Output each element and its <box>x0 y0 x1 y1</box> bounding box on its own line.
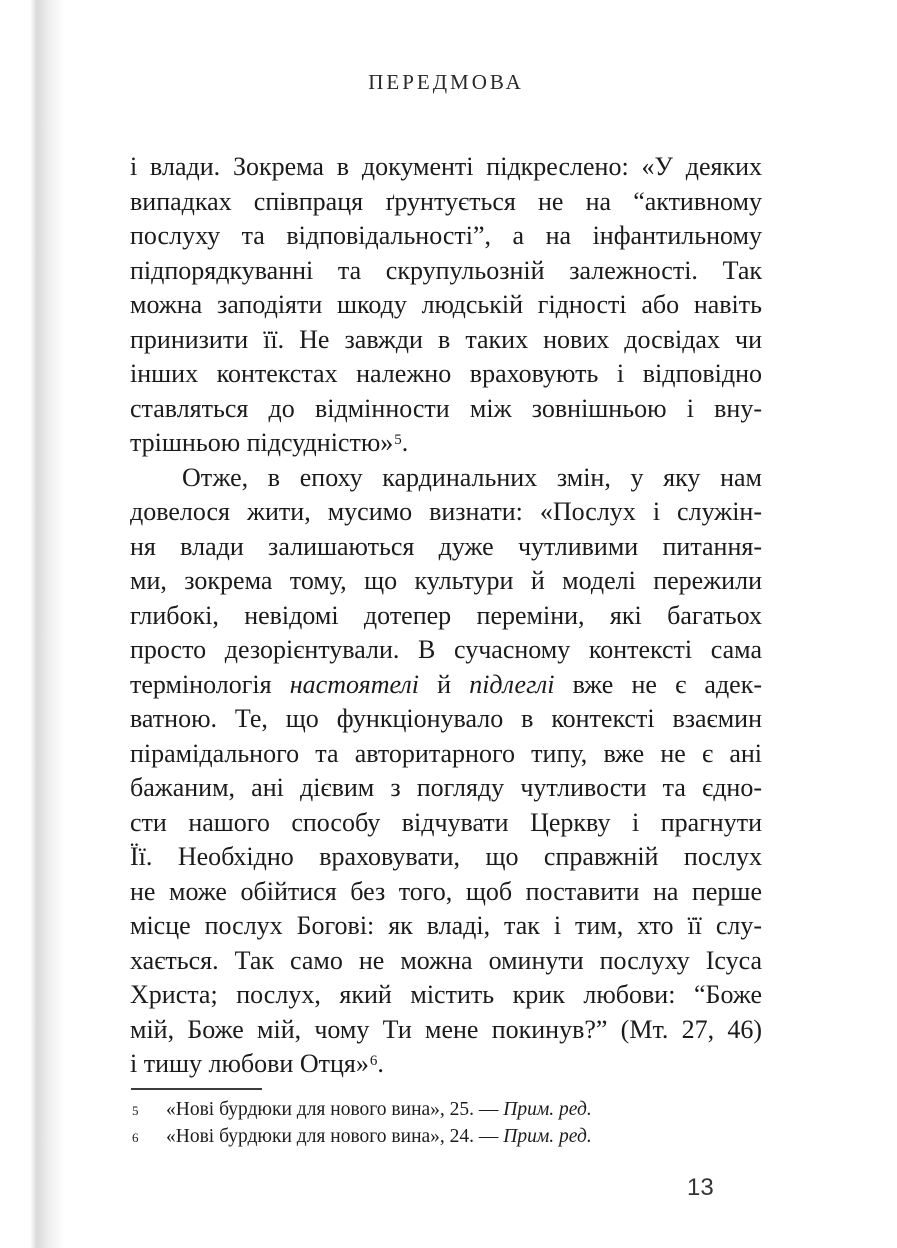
line-text: мій, Боже мій, чому Ти мене покинув?” (Мт. 27, 46) <box>130 1014 762 1044</box>
paragraph-2 <box>130 461 762 1082</box>
footnote-number: 6 <box>132 1129 139 1145</box>
line-text: термінологія <box>130 669 290 699</box>
page-number: 13 <box>687 1174 714 1201</box>
line-text: випадках співпраця ґрунтується не на “активному <box>130 186 762 216</box>
footnote-separator <box>131 1088 262 1090</box>
text-line <box>130 599 762 634</box>
line-text: ставляться до відмінности між зовнішньою і вну- <box>130 393 762 423</box>
line-text: Христа; послух, який містить крик любови: “Боже <box>130 980 762 1009</box>
line-text: ватною. Те, що функціонувало в контексті взаємин <box>130 704 762 733</box>
text-line <box>130 530 762 565</box>
line-text: пірамідального та авторитарного типу, вже не є ані <box>130 738 762 768</box>
text-line <box>130 150 762 185</box>
text-line <box>130 840 762 875</box>
text-column <box>130 150 762 1082</box>
text-line <box>130 288 762 323</box>
text-line <box>130 219 762 254</box>
paragraph-1 <box>130 150 762 461</box>
text-line <box>130 1013 762 1048</box>
text-line <box>130 944 762 979</box>
chapter-header: ПЕРЕДМОВА <box>368 70 524 94</box>
line-text: й <box>418 669 470 699</box>
text-line <box>130 185 762 220</box>
text-line <box>130 978 762 1013</box>
footnote-editor-note: Прим. ред. <box>503 1099 592 1120</box>
text-line <box>130 1047 762 1082</box>
text-line <box>130 737 762 772</box>
text-line <box>130 633 762 668</box>
line-text: довелося жити, мусимо визнати: «Послух і служін- <box>130 497 762 526</box>
text-line <box>130 426 762 461</box>
line-text: просто дезорієнтували. В сучасному контексті сама <box>130 635 762 664</box>
text-line <box>130 254 762 289</box>
footnote-number: 5 <box>132 1103 139 1118</box>
line-text: принизити її. Не завжди в таких нових досвідах чи <box>130 324 762 354</box>
text-line <box>130 702 762 737</box>
italic-term: настоятелі <box>289 669 419 699</box>
line-text: інших контекстах належно враховують і відповідно <box>130 359 762 388</box>
footnote-6 <box>130 1124 762 1151</box>
footnote-ref-5: 5 <box>394 432 402 448</box>
text-line <box>130 806 762 841</box>
line-text: . <box>401 428 409 457</box>
line-text: і тишу любови Отця» <box>130 1049 369 1078</box>
line-text: хається. Так само не можна оминути послуху Ісуса <box>130 945 762 975</box>
footnote-editor-note: Прим. ред. <box>503 1125 592 1147</box>
footnotes-block <box>130 1097 762 1150</box>
text-line <box>130 875 762 910</box>
line-text: ня влади залишаються дуже чутливими питання- <box>130 531 762 561</box>
line-text: сти нашого способу відчувати Церкву і прагнути <box>130 807 762 837</box>
line-text: бажаним, ані дієвим з погляду чутливости та єдно- <box>130 773 762 802</box>
footnote-ref-6: 6 <box>369 1053 378 1069</box>
line-text: і влади. Зокрема в документі підкреслено: «У деяких <box>130 152 762 181</box>
text-line <box>130 771 762 806</box>
line-text: Отже, в епоху кардинальних змін, у яку нам <box>182 462 762 492</box>
line-text: вже не є адек- <box>554 669 763 699</box>
line-text: можна заподіяти шкоду людській гідності або навіть <box>130 290 762 319</box>
footnote-text: «Нові бурдюки для нового вина», 24. — <box>166 1125 504 1147</box>
line-text: глибокі, невідомі дотепер переміни, які багатьох <box>130 600 762 630</box>
line-text: . <box>377 1049 384 1078</box>
page-gutter-shadow <box>0 0 72 1248</box>
italic-term: підлеглі <box>469 669 555 699</box>
line-text: ми, зокрема тому, що культури й моделі пережили <box>130 566 762 595</box>
text-line <box>130 909 762 944</box>
text-line <box>130 461 762 496</box>
line-text: підпорядкуванні та скрупульозній залежності. Так <box>130 255 762 285</box>
line-text: місце послух Богові: як владі, так і тим, хто її слу- <box>130 911 762 940</box>
text-line <box>130 357 762 392</box>
footnote-5 <box>130 1097 762 1124</box>
line-text: послуху та відповідальності”, а на інфантильному <box>130 221 762 250</box>
footnote-text: «Нові бурдюки для нового вина», 25. — <box>166 1099 504 1120</box>
line-text: Її. Необхідно враховувати, що справжній послух <box>130 842 762 871</box>
text-line <box>130 495 762 530</box>
line-text: трішньою підсудністю» <box>130 428 394 457</box>
text-line-with-italic-terms <box>130 668 762 703</box>
text-line <box>130 323 762 358</box>
line-text: не може обійтися без того, щоб поставити на перше <box>130 876 762 906</box>
text-line <box>130 392 762 427</box>
text-line <box>130 564 762 599</box>
